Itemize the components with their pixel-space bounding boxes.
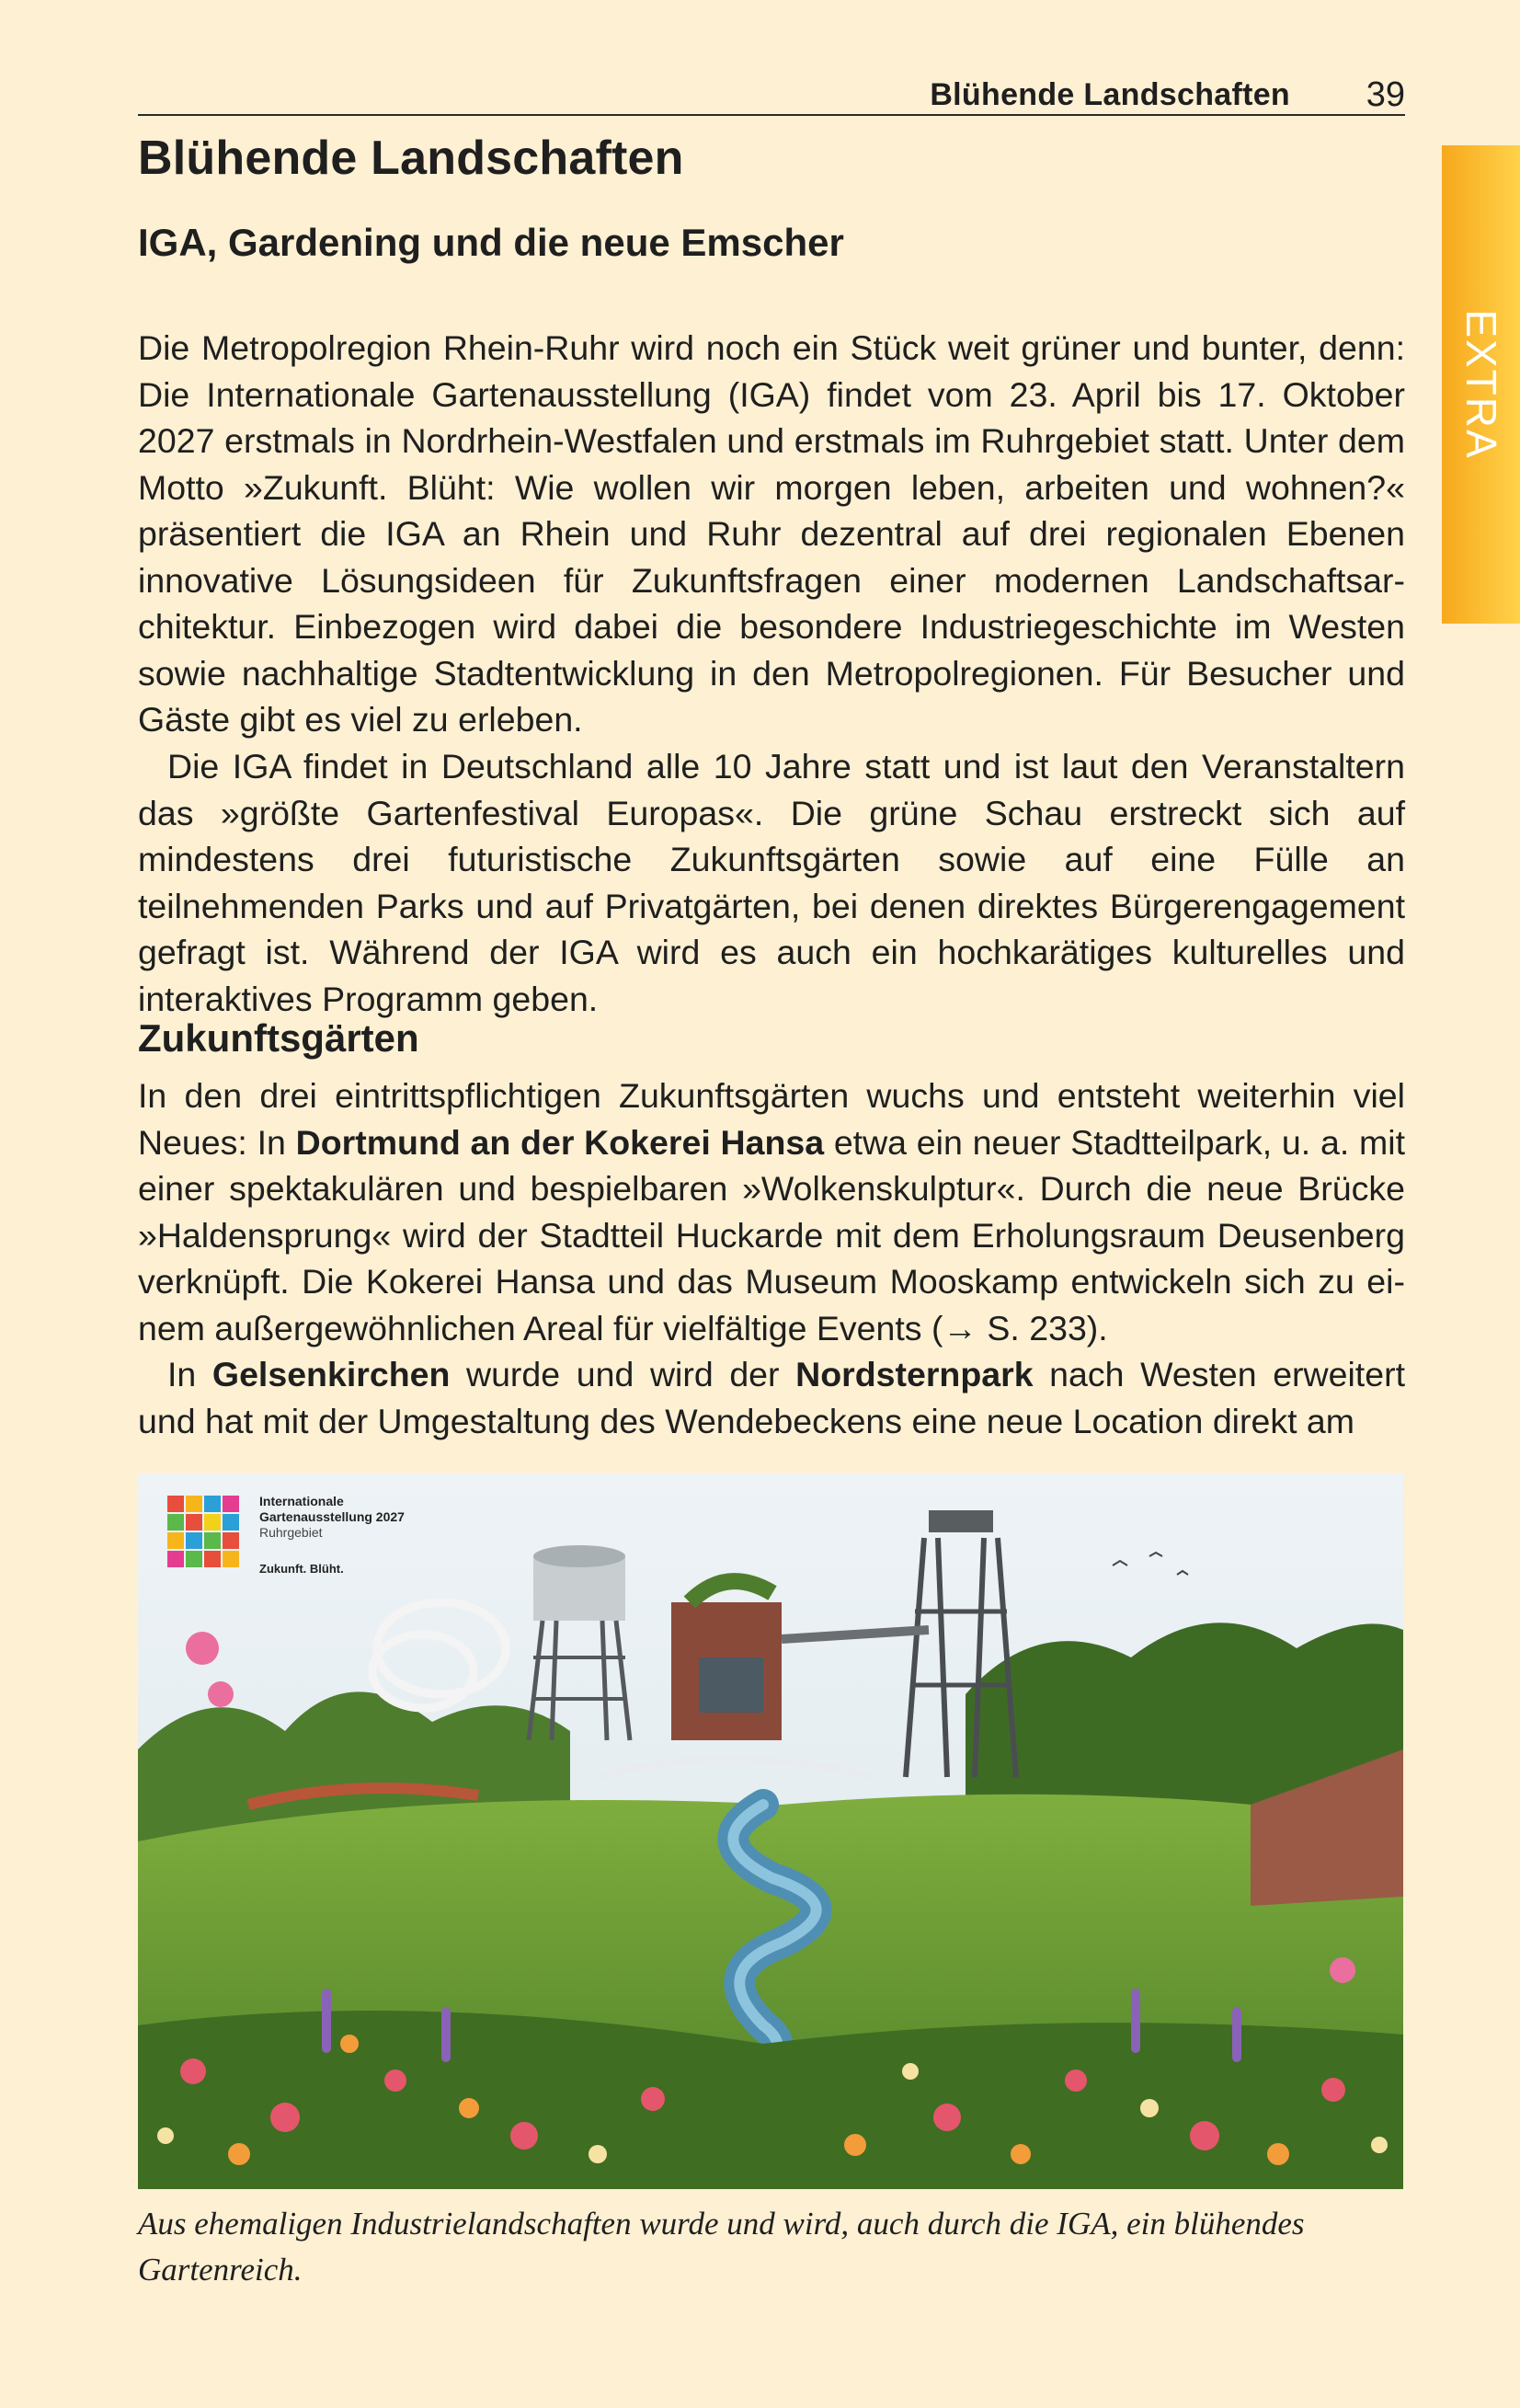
running-header	[138, 74, 1405, 116]
logo-text: Internationale Gartenausstellung 2027 Ruhrgebiet	[259, 1494, 405, 1540]
paragraph-dortmund: In den drei eintrittspflichtigen Zukunftsgärten wuchs und entsteht weiterhin viel Neues: In Dortmund an der Kokerei Hansa etwa ein neuer Stadtteilpark, u. a. mit einer spektakulären und bespielbaren »Wolkenskulptur«. Durch die neue Brücke »Haldensprung« wird der Stadtteil Huckarde mit dem Erholungsraum Deusenberg verknüpft. Die Kokerei Hansa und das Museum Mooskamp entwickeln sich zu einem außergewöhnlichen Areal für vielfältige Events (→ S. 233).	[138, 1076, 1405, 1347]
paragraph-iga: Die IGA findet in Deutschland alle 10 Jahre statt und ist laut den Veranstaltern das »größte Gartenfestival Europas«. Die grüne Schau erstreckt sich auf mindestens drei futuristische Zukunftsgärten sowie auf eine Fülle an teilnehmenden Parks und auf Privatgärten, bei denen direktes Bürgerengagement gefragt ist. Während der IGA wird es auch ein hochkarätiges kulturelles und interaktives Programm geben.	[138, 747, 1405, 1018]
extra-side-tab	[1442, 145, 1520, 624]
highlight-gelsenkirchen: Gelsenkirchen	[211, 1355, 451, 1393]
page-number: 39	[1366, 75, 1405, 114]
highlight-nordsternpark: Nordsternpark	[795, 1355, 1034, 1393]
running-title: Blühende Landschaften	[930, 77, 1290, 112]
garden-illustration	[138, 1473, 1403, 2189]
paragraph-intro: Die Metropolregion Rhein-Ruhr wird noch ein Stück weit grüner und bunter, denn: Die Internationale Gartenausstellung (IGA) findet vom 23. April bis 17. Oktober 2027 erstmals in Nordrhein-Westfalen und erstmals im Ruhrgebiet statt. Unter dem Motto »Zukunft. Blüht: Wie wollen wir morgen leben, arbeiten und wohnen?« präsentiert die IGA an Rhein und Ruhr dezentral auf drei regionalen Ebenen innovative Lösungsideen für Zukunftsfragen einer modernen Landschaftsarchitektur. Einbezogen wird dabei die besondere Industriegeschichte im Westen sowie nachhaltige Stadtentwicklung in den Metropolregionen. Für Besucher und Gäste gibt es viel zu erleben.	[138, 328, 1405, 739]
section-heading: Zukunftsgärten	[138, 1016, 419, 1060]
landscape-picture	[138, 1473, 1403, 2189]
extra-tab-label: EXTRA	[1457, 309, 1505, 460]
logo-motto: Zukunft. Blüht.	[259, 1562, 344, 1576]
article-title: Blühende Landschaften	[138, 132, 684, 185]
figure-caption: Aus ehemaligen Industrielandschaften wurde und wird, auch durch die IGA, ein blühendes Gartenreich.	[138, 2206, 1305, 2288]
paragraph-gelsenkirchen: In Gelsenkirchen wurde und wird der Nordsternpark nach Westen erweitert und hat mit der Umgestaltung des Wendebeckens eine neue Location direkt am	[138, 1355, 1405, 1440]
highlight-dortmund: Dortmund an der Kokerei Hansa	[295, 1122, 825, 1162]
article-subtitle: IGA, Gardening und die neue Emscher	[138, 221, 844, 264]
iga-logo-icon	[166, 1494, 243, 1571]
